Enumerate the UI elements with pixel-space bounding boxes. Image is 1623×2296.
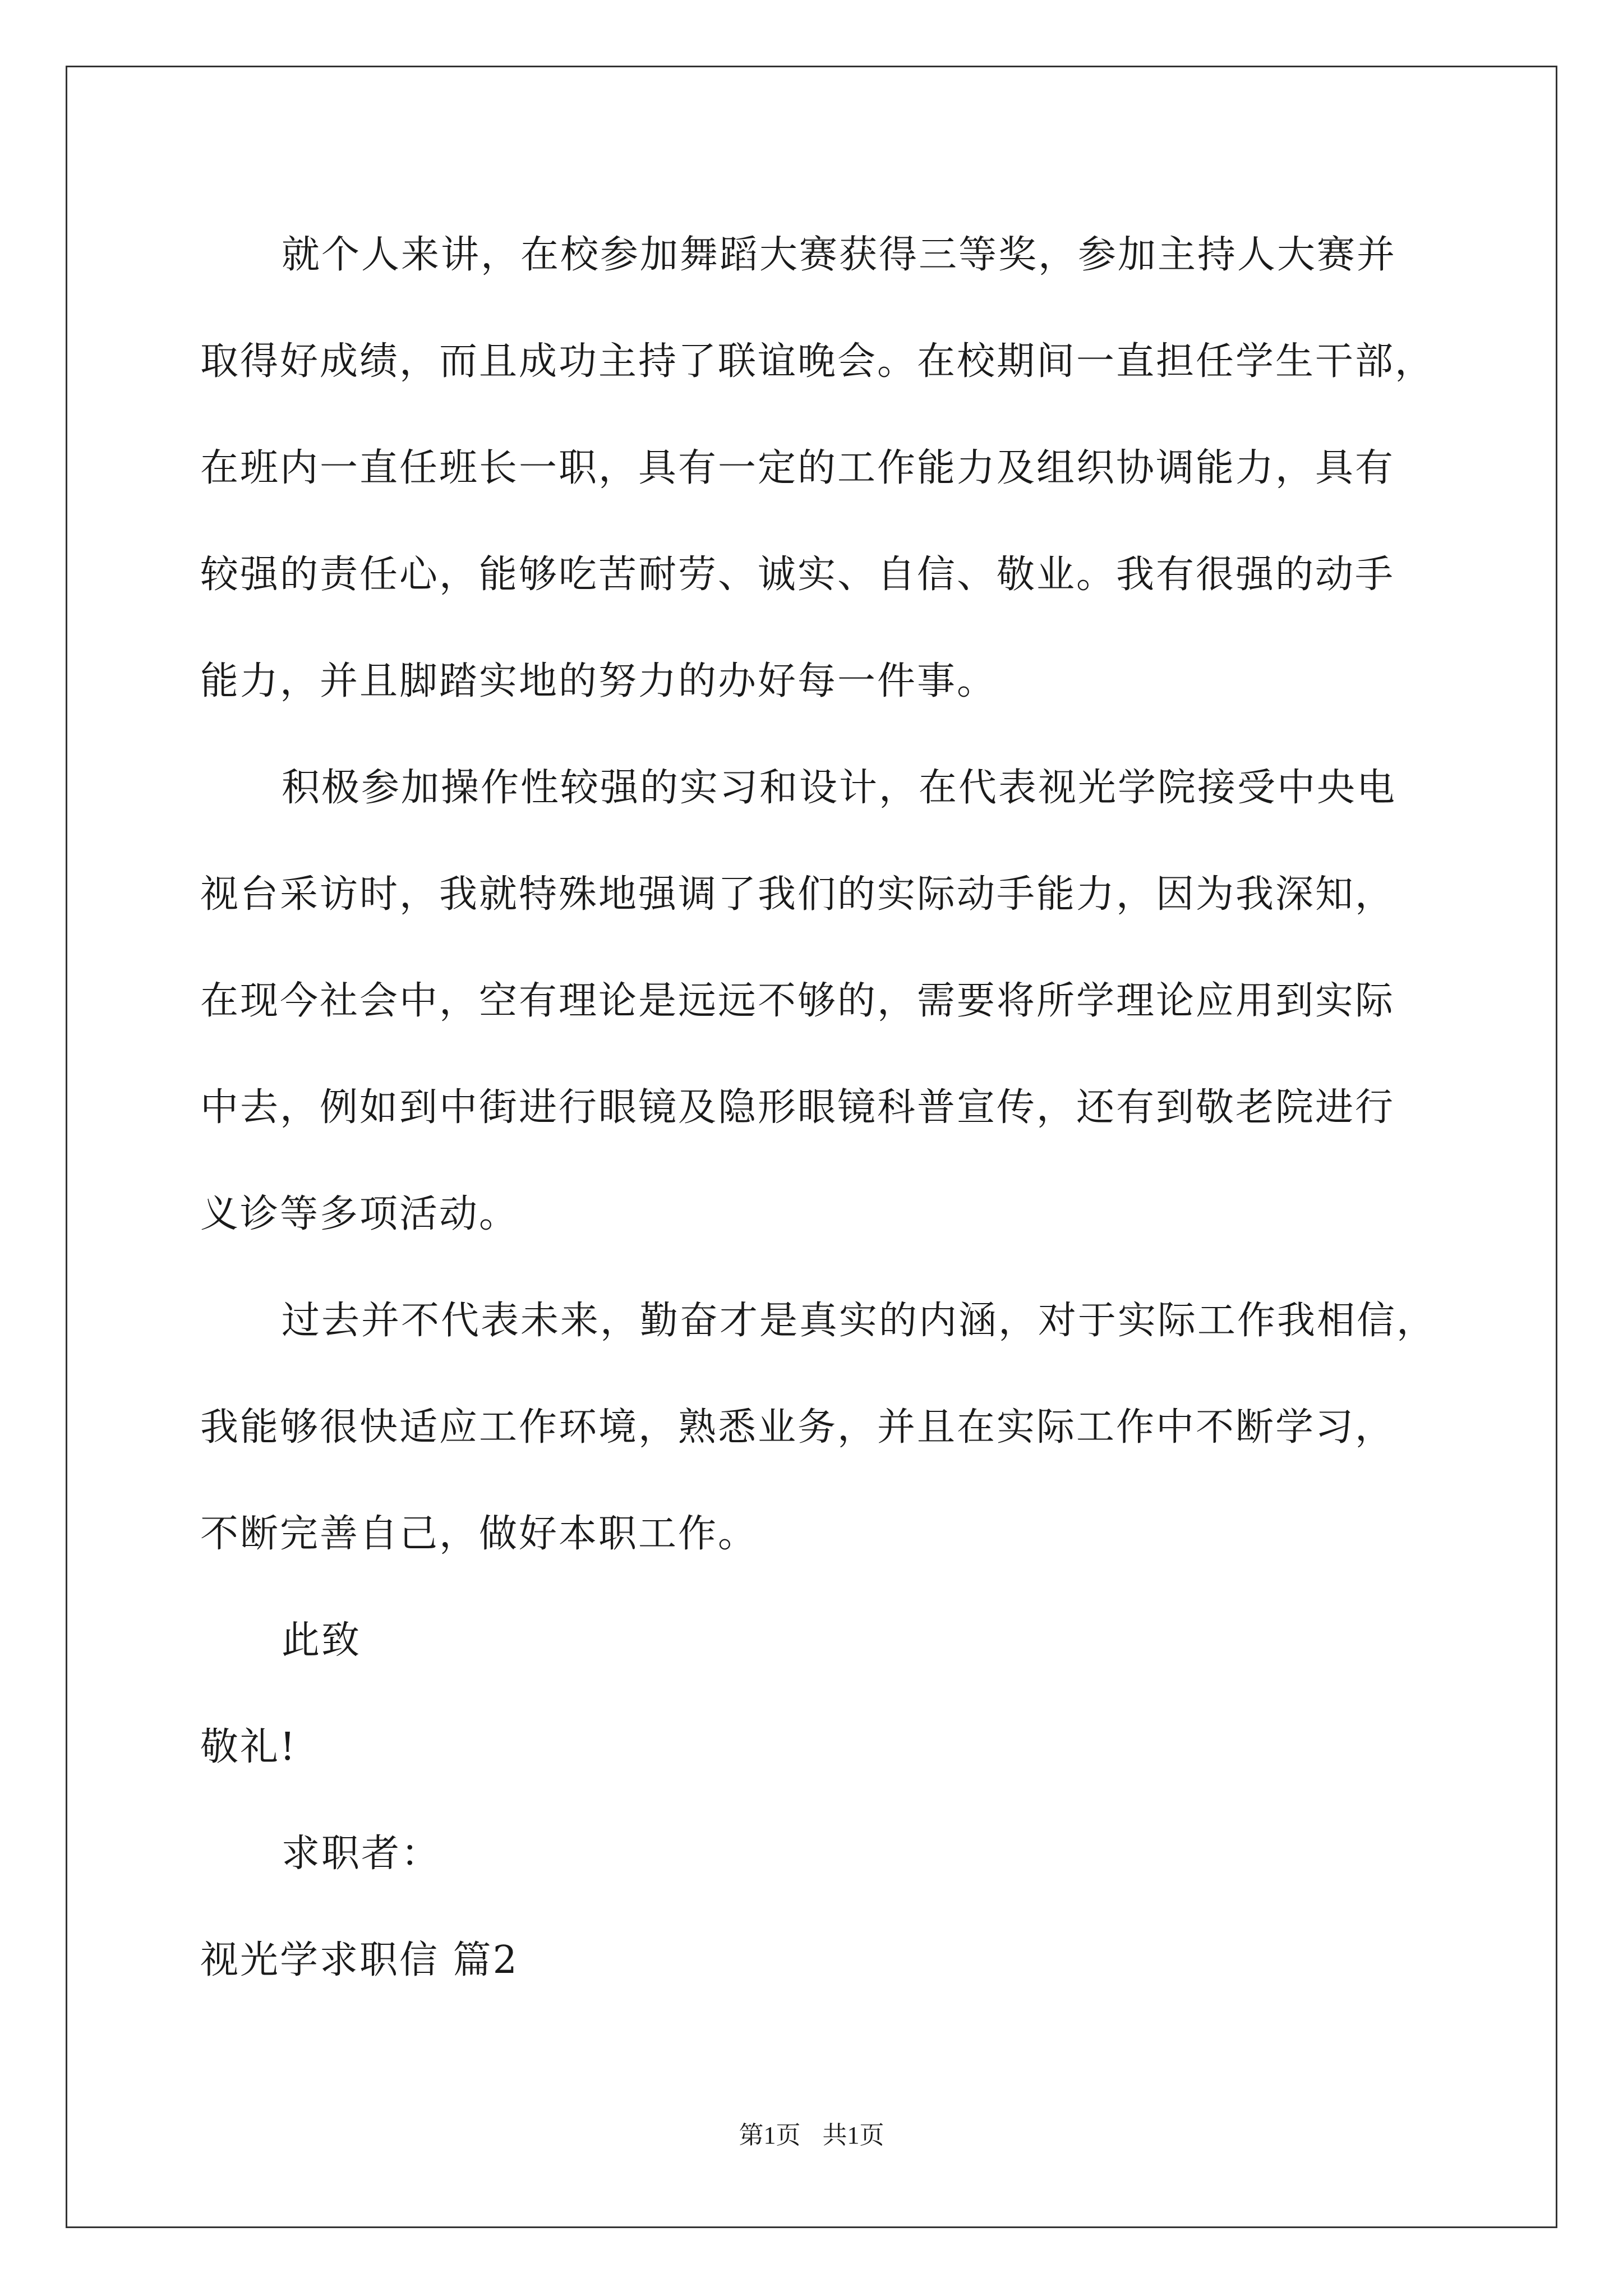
letter-body	[200, 202, 1456, 2014]
paragraph-7-line-1: 视光学求职信 篇2	[200, 1938, 519, 1982]
paragraph-3-line-3: 不断完善自己，做好本职工作。	[200, 1512, 758, 1556]
paragraph-2-line-2: 视台采访时，我就特殊地强调了我们的实际动手能力，因为我深知，	[200, 872, 1395, 917]
paragraph-1-line-3: 在班内一直任班长一职，具有一定的工作能力及组织协调能力，具有	[200, 446, 1395, 490]
paragraph-3-line-1: 过去并不代表未来，勤奋才是真实的内涵，对于实际工作我相信，	[282, 1299, 1437, 1343]
paragraph-1-line-1: 就个人来讲，在校参加舞蹈大赛获得三等奖，参加主持人大赛并	[282, 233, 1397, 277]
page-footer	[0, 2115, 1623, 2151]
paragraph-1-line-5: 能力，并且脚踏实地的努力的办好每一件事。	[200, 659, 997, 703]
page-number: 第1页	[739, 2122, 801, 2149]
paragraph-2-line-1: 积极参加操作性较强的实习和设计，在代表视光学院接受中央电	[282, 766, 1397, 810]
page-total: 共1页	[822, 2122, 884, 2149]
paragraph-1-line-4: 较强的责任心，能够吃苦耐劳、诚实、自信、敬业。我有很强的动手	[200, 553, 1395, 597]
paragraph-3-line-2: 我能够很快适应工作环境，熟悉业务，并且在实际工作中不断学习，	[200, 1405, 1395, 1450]
paragraph-1-line-2: 取得好成绩，而且成功主持了联谊晚会。在校期间一直担任学生干部，	[200, 339, 1435, 384]
paragraph-2-line-3: 在现今社会中，空有理论是远远不够的，需要将所学理论应用到实际	[200, 979, 1395, 1023]
paragraph-6-line-1: 求职者：	[282, 1832, 441, 1876]
paragraph-2-line-4: 中去，例如到中街进行眼镜及隐形眼镜科普宣传，还有到敬老院进行	[200, 1085, 1395, 1130]
paragraph-2-line-5: 义诊等多项活动。	[200, 1192, 519, 1236]
paragraph-5-line-1: 敬礼!	[200, 1725, 297, 1769]
paragraph-4-line-1: 此致	[282, 1618, 362, 1663]
